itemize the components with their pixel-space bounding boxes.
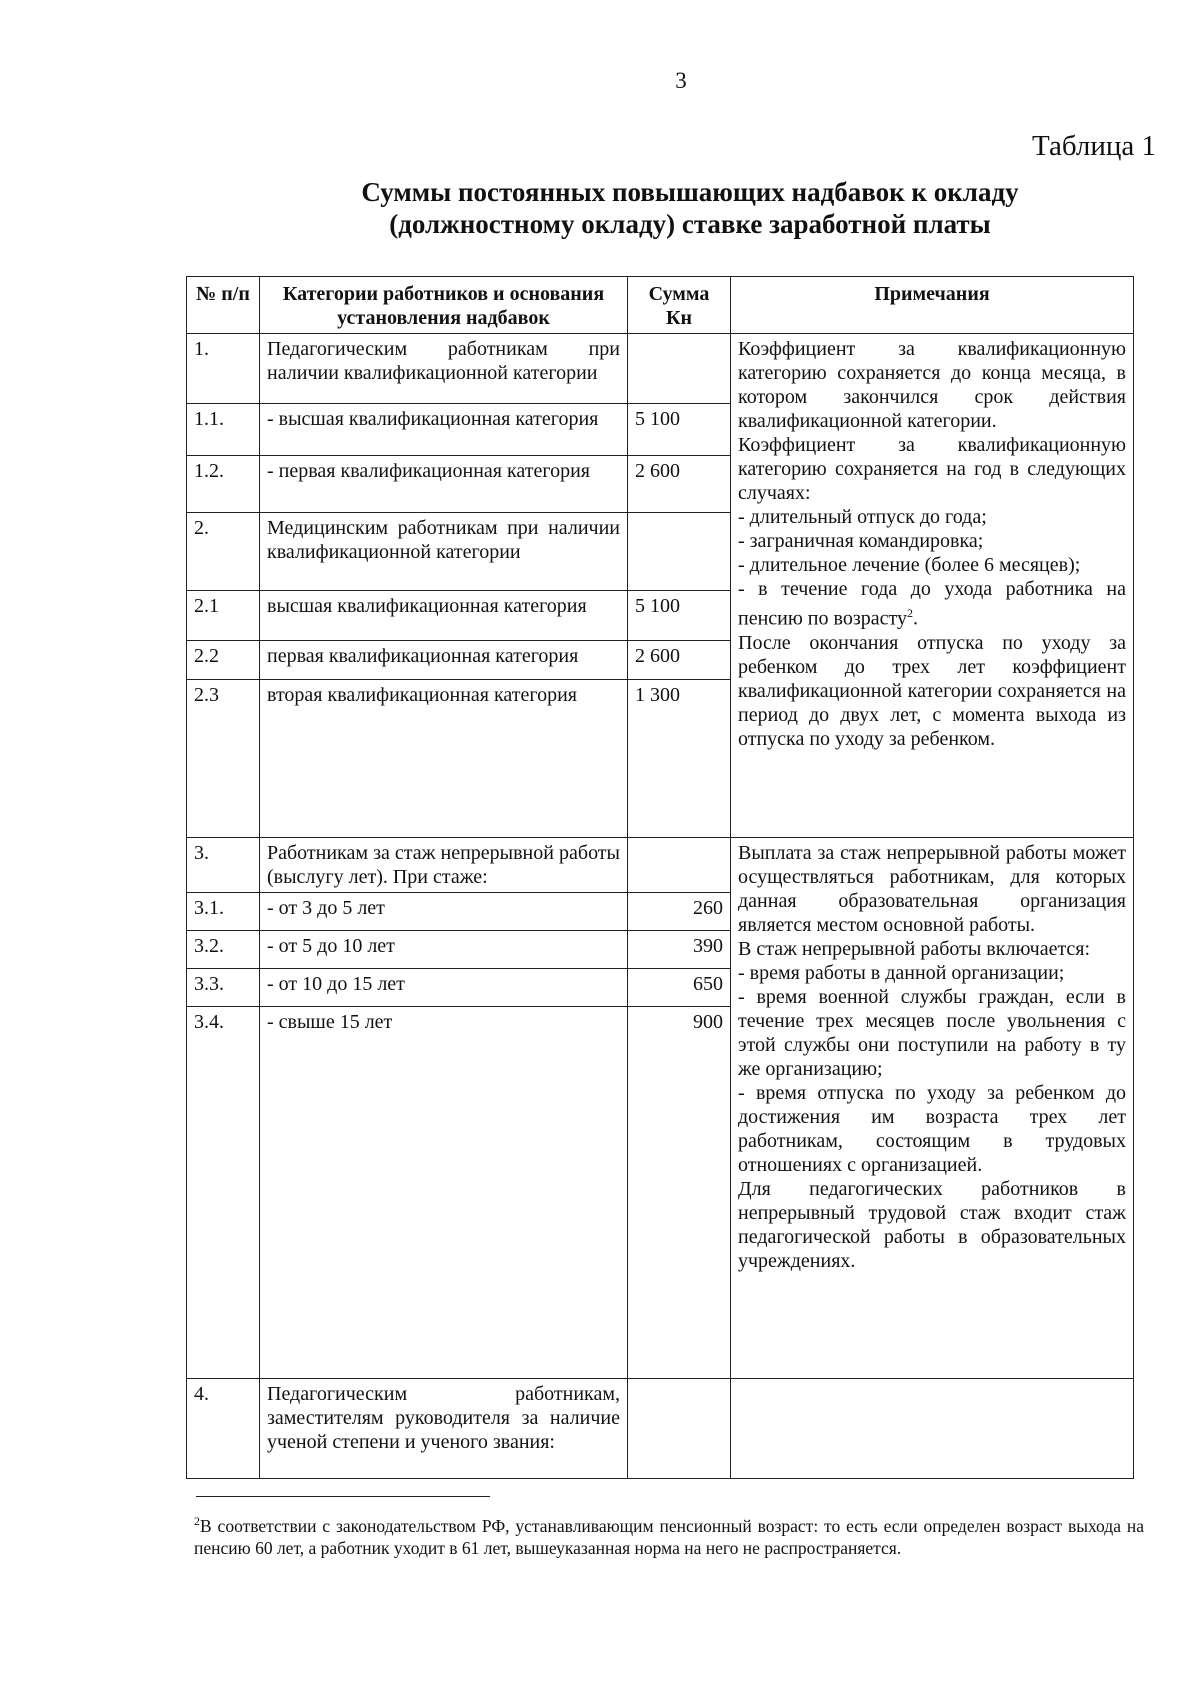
- row-category: высшая квалификационная категория: [260, 591, 628, 641]
- row-num: 1.: [187, 334, 260, 404]
- title-line-2: (должностному окладу) ставке заработной платы: [389, 209, 991, 239]
- row-category: - свыше 15 лет: [260, 1007, 628, 1379]
- table-row: [187, 1379, 1134, 1479]
- row-sum: [628, 1379, 731, 1479]
- row-num: 3.: [187, 838, 260, 893]
- row-num: 1.1.: [187, 404, 260, 456]
- page-number: 3: [675, 68, 687, 93]
- page-title: [290, 176, 1090, 240]
- note-text: - длительный отпуск до года;: [738, 506, 987, 528]
- note-text: - длительное лечение (более 6 месяцев);: [738, 554, 1081, 576]
- row-num: 2.: [187, 513, 260, 591]
- row-sum: 900: [628, 1007, 731, 1379]
- header-note: Примечания: [731, 277, 1134, 334]
- note-cell-empty: [731, 1379, 1134, 1479]
- row-num: 3.2.: [187, 931, 260, 969]
- footnote-text: В соответствии с законодательством РФ, устанавливающим пенсионный возраст: то есть если определен возраст выхода на пенсию 60 лет, а работник уходит в 61 лет, вышеуказанная норма на него не распространяется.: [194, 1515, 1144, 1558]
- note-text-end: .: [912, 607, 918, 630]
- table-label: Таблица 1: [1031, 130, 1156, 162]
- row-sum: 260: [628, 893, 731, 931]
- row-category: Работникам за стаж непрерывной работы (выслугу лет). При стаже:: [260, 838, 628, 893]
- row-sum: 1 300: [628, 680, 731, 838]
- row-category: - от 5 до 10 лет: [260, 931, 628, 969]
- table-row: [187, 334, 1134, 404]
- header-num: № п/п: [187, 277, 260, 334]
- note-text: Коэффициент за квалификационную категорию сохраняется до конца месяца, в котором закончился срок действия квалификационной категории.: [738, 338, 1126, 432]
- footnote: [194, 1510, 1144, 1559]
- note-text: - время работы в данной организации;: [738, 962, 1065, 984]
- row-sum: 650: [628, 969, 731, 1007]
- note-text: - заграничная командировка;: [738, 530, 984, 552]
- note-text: [738, 577, 1126, 631]
- table-header-row: [187, 277, 1134, 334]
- note-text: - время военной службы граждан, если в течение трех месяцев после увольнения с этой службы они поступили на работу в ту же организацию;: [738, 986, 1126, 1080]
- note-text: Для педагогических работников в непрерывный трудовой стаж входит стаж педагогической работы в образовательных учреждениях.: [738, 1178, 1126, 1272]
- row-num: 1.2.: [187, 456, 260, 513]
- row-sum: 5 100: [628, 591, 731, 641]
- title-line-1: Суммы постоянных повышающих надбавок к окладу: [361, 177, 1019, 207]
- row-sum: [628, 334, 731, 404]
- row-category: - от 10 до 15 лет: [260, 969, 628, 1007]
- row-sum: 2 600: [628, 641, 731, 680]
- row-sum: 2 600: [628, 456, 731, 513]
- note-text: В стаж непрерывной работы включается:: [738, 938, 1091, 960]
- note-text: - время отпуска по уходу за ребенком до достижения им возраста трех лет работникам, состоящим в трудовых отношениях с организацией.: [738, 1082, 1126, 1176]
- row-category: - первая квалификационная категория: [260, 456, 628, 513]
- table-row: [187, 838, 1134, 893]
- row-num: 2.3: [187, 680, 260, 838]
- allowance-table: [186, 276, 1134, 1479]
- note-text: Выплата за стаж непрерывной работы может осуществляться работникам, для которых данная образовательная организация является местом основной работы.: [738, 842, 1126, 936]
- note-cell-qualification: [731, 334, 1134, 838]
- note-text: После окончания отпуска по уходу за ребенком до трех лет коэффициент квалификационной категории сохраняется на период до двух лет, с момента выхода из отпуска по уходу за ребенком.: [738, 631, 1126, 750]
- row-sum: 5 100: [628, 404, 731, 456]
- footnote-ref: 2: [906, 606, 913, 620]
- header-category: Категории работников и основания установления надбавок: [260, 277, 628, 334]
- note-cell-seniority: [731, 838, 1134, 1379]
- row-category: - высшая квалификационная категория: [260, 404, 628, 456]
- row-num: 3.1.: [187, 893, 260, 931]
- row-num: 2.1: [187, 591, 260, 641]
- row-category: Медицинским работникам при наличии квалификационной категории: [260, 513, 628, 591]
- footnote-divider: [196, 1496, 490, 1497]
- header-sum: Сумма Кн: [628, 277, 731, 334]
- row-category: - от 3 до 5 лет: [260, 893, 628, 931]
- row-num: 3.4.: [187, 1007, 260, 1379]
- row-sum: [628, 513, 731, 591]
- note-text-part: - в течение года до ухода работника на пенсию по возрасту: [738, 578, 1126, 630]
- row-category: Педагогическим работникам, заместителям руководителя за наличие ученой степени и ученого звания:: [260, 1379, 628, 1479]
- row-num: 3.3.: [187, 969, 260, 1007]
- row-sum: [628, 838, 731, 893]
- row-category: Педагогическим работникам при наличии квалификационной категории: [260, 334, 628, 404]
- row-num: 4.: [187, 1379, 260, 1479]
- row-category: вторая квалификационная категория: [260, 680, 628, 838]
- note-text: Коэффициент за квалификационную категорию сохраняется на год в следующих случаях:: [738, 434, 1126, 504]
- row-sum: 390: [628, 931, 731, 969]
- row-num: 2.2: [187, 641, 260, 680]
- footnote-mark: 2: [194, 1514, 200, 1528]
- row-category: первая квалификационная категория: [260, 641, 628, 680]
